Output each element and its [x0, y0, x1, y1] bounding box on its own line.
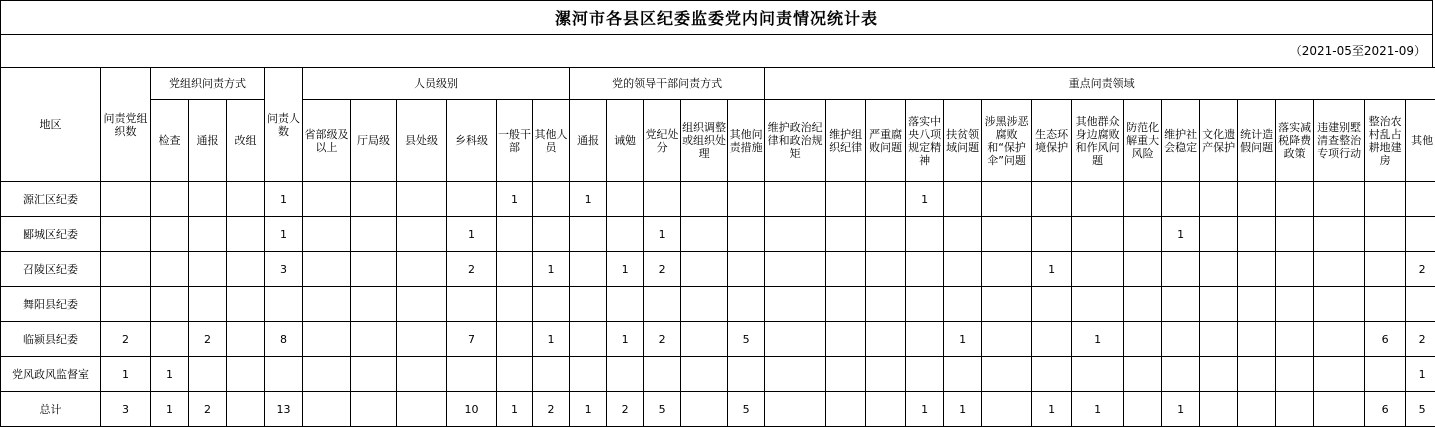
table-cell: [1072, 357, 1124, 392]
table-cell: [397, 392, 447, 427]
table-row: [1, 217, 1435, 252]
date-range: （2021-05至2021-09）: [1289, 44, 1426, 58]
table-cell: 1: [265, 182, 303, 217]
table-cell: [944, 252, 982, 287]
table-cell: [189, 182, 227, 217]
header-level: 乡科级: [447, 100, 497, 182]
table-cell: [397, 252, 447, 287]
table-cell: [1238, 182, 1276, 217]
table-cell: [497, 217, 533, 252]
table-cell: [151, 287, 189, 322]
table-cell: [303, 252, 351, 287]
table-cell: [1238, 287, 1276, 322]
header-area: 其他: [1406, 100, 1435, 182]
table-cell: [866, 392, 906, 427]
table-cell: [227, 322, 265, 357]
table-cell: [1124, 252, 1162, 287]
table-cell: [681, 217, 728, 252]
table-cell: [826, 217, 866, 252]
table-cell: [765, 287, 826, 322]
table-cell: [1032, 217, 1072, 252]
table-cell: 8: [265, 322, 303, 357]
table-row: [1, 322, 1435, 357]
table-cell: [1276, 252, 1314, 287]
table-cell: 1: [906, 182, 944, 217]
table-cell: [826, 322, 866, 357]
table-cell: 6: [1365, 392, 1406, 427]
table-cell: [1406, 217, 1435, 252]
row-region-name: 总计: [1, 392, 101, 427]
table-cell: [1365, 182, 1406, 217]
table-row: [1, 357, 1435, 392]
table-cell: [982, 392, 1032, 427]
table-cell: [1365, 357, 1406, 392]
table-row: [1, 252, 1435, 287]
table-cell: [397, 357, 447, 392]
table-cell: [1276, 287, 1314, 322]
header-region: 地区: [1, 68, 101, 182]
table-cell: 5: [1406, 392, 1435, 427]
table-cell: [151, 322, 189, 357]
table-cell: 2: [1406, 252, 1435, 287]
table-cell: 1: [1162, 217, 1200, 252]
table-cell: [265, 287, 303, 322]
table-cell: 10: [447, 392, 497, 427]
table-cell: 1: [944, 322, 982, 357]
table-cell: [497, 357, 533, 392]
header-org-method: 检查: [151, 100, 189, 182]
table-cell: [906, 252, 944, 287]
header-area: 生态环境保护: [1032, 100, 1072, 182]
header-level: 一般干部: [497, 100, 533, 182]
header-area: 维护组织纪律: [826, 100, 866, 182]
table-cell: 2: [607, 392, 644, 427]
table-cell: [1162, 182, 1200, 217]
header-level: 其他人员: [533, 100, 570, 182]
table-cell: [765, 322, 826, 357]
header-area: 统计造假问题: [1238, 100, 1276, 182]
table-cell: [982, 322, 1032, 357]
table-row: [1, 182, 1435, 217]
table-row: [1, 287, 1435, 322]
table-cell: [1072, 252, 1124, 287]
header-area: 违建别墅清查整治专项行动: [1314, 100, 1365, 182]
table-cell: 6: [1365, 322, 1406, 357]
table-cell: 3: [101, 392, 151, 427]
table-cell: [644, 357, 681, 392]
row-region-name: 党风政风监督室: [1, 357, 101, 392]
table-cell: [1032, 357, 1072, 392]
table-cell: 1: [447, 217, 497, 252]
table-cell: 1: [906, 392, 944, 427]
header-leader-method: 组织调整或组织处理: [681, 100, 728, 182]
table-cell: [189, 357, 227, 392]
row-region-name: 临颍县纪委: [1, 322, 101, 357]
header-leader-methods: 党的领导干部问责方式: [570, 68, 765, 100]
table-cell: [447, 287, 497, 322]
table-cell: [681, 357, 728, 392]
table-cell: [101, 252, 151, 287]
table-cell: [497, 252, 533, 287]
table-cell: [607, 357, 644, 392]
table-cell: [906, 357, 944, 392]
header-area: 防范化解重大风险: [1124, 100, 1162, 182]
table-cell: [607, 287, 644, 322]
table-cell: [1124, 287, 1162, 322]
table-cell: [1238, 357, 1276, 392]
table-cell: [681, 182, 728, 217]
header-level: 厅局级: [351, 100, 397, 182]
table-cell: [1365, 217, 1406, 252]
table-cell: [681, 322, 728, 357]
table-cell: [1200, 287, 1238, 322]
table-cell: [351, 217, 397, 252]
table-cell: [1032, 287, 1072, 322]
table-cell: [101, 287, 151, 322]
header-area: 维护政治纪律和政治规矩: [765, 100, 826, 182]
table-cell: [1162, 252, 1200, 287]
table-cell: 13: [265, 392, 303, 427]
table-cell: [728, 217, 765, 252]
table-cell: [765, 357, 826, 392]
header-area: 扶贫领域问题: [944, 100, 982, 182]
table-cell: [1200, 322, 1238, 357]
table-cell: [1124, 392, 1162, 427]
header-level: 省部级及以上: [303, 100, 351, 182]
header-org-method: 改组: [227, 100, 265, 182]
header-org-method: 通报: [189, 100, 227, 182]
table-cell: [728, 252, 765, 287]
table-cell: [151, 182, 189, 217]
header-area: 严重腐败问题: [866, 100, 906, 182]
table-cell: [570, 357, 607, 392]
table-cell: 1: [497, 182, 533, 217]
table-cell: [189, 252, 227, 287]
header-personnel-level: 人员级别: [303, 68, 570, 100]
table-cell: [944, 217, 982, 252]
table-cell: [982, 252, 1032, 287]
table-cell: 3: [265, 252, 303, 287]
table-cell: 1: [1072, 322, 1124, 357]
table-cell: [1314, 392, 1365, 427]
header-area: 其他群众身边腐败和作风问题: [1072, 100, 1124, 182]
table-cell: [303, 287, 351, 322]
table-cell: [533, 217, 570, 252]
table-cell: [982, 357, 1032, 392]
table-cell: 2: [533, 392, 570, 427]
statistics-table: [0, 67, 1435, 427]
table-cell: [826, 392, 866, 427]
table-cell: [728, 182, 765, 217]
table-cell: [1276, 357, 1314, 392]
table-cell: [1276, 182, 1314, 217]
table-cell: [570, 252, 607, 287]
table-cell: 1: [570, 392, 607, 427]
table-cell: [397, 322, 447, 357]
table-cell: 2: [447, 252, 497, 287]
header-area: 落实中央八项规定精神: [906, 100, 944, 182]
table-cell: [1314, 182, 1365, 217]
table-cell: [1314, 357, 1365, 392]
table-cell: 1: [1032, 392, 1072, 427]
header-key-areas: 重点问责领域: [765, 68, 1435, 100]
table-cell: [303, 322, 351, 357]
table-row: [1, 392, 1435, 427]
table-cell: 1: [533, 322, 570, 357]
table-cell: [866, 217, 906, 252]
header-level: 县处级: [397, 100, 447, 182]
table-cell: [1238, 322, 1276, 357]
header-leader-method: 党纪处分: [644, 100, 681, 182]
header-leader-method: 通报: [570, 100, 607, 182]
header-area: 整治农村乱占耕地建房: [1365, 100, 1406, 182]
table-cell: [982, 217, 1032, 252]
table-cell: 2: [101, 322, 151, 357]
table-cell: 1: [497, 392, 533, 427]
table-cell: [982, 287, 1032, 322]
header-org-count: 问责党组织数: [101, 68, 151, 182]
table-cell: 5: [728, 392, 765, 427]
table-cell: 2: [644, 322, 681, 357]
header-leader-method: 其他问责措施: [728, 100, 765, 182]
table-cell: [1238, 252, 1276, 287]
table-cell: [1200, 182, 1238, 217]
table-cell: [1072, 287, 1124, 322]
table-cell: [303, 217, 351, 252]
table-cell: [1200, 217, 1238, 252]
table-title: 漯河市各县区纪委监委党内问责情况统计表: [0, 0, 1433, 35]
table-cell: [533, 357, 570, 392]
table-cell: [570, 322, 607, 357]
table-cell: [1032, 182, 1072, 217]
table-cell: [1124, 182, 1162, 217]
table-cell: 1: [607, 252, 644, 287]
table-cell: [351, 357, 397, 392]
table-cell: [351, 182, 397, 217]
table-cell: [826, 182, 866, 217]
row-region-name: 召陵区纪委: [1, 252, 101, 287]
table-cell: [1200, 357, 1238, 392]
row-region-name: 舞阳县纪委: [1, 287, 101, 322]
table-cell: 1: [265, 217, 303, 252]
table-cell: [1276, 322, 1314, 357]
table-cell: [607, 217, 644, 252]
table-cell: [1406, 287, 1435, 322]
table-cell: [1238, 217, 1276, 252]
table-cell: [681, 287, 728, 322]
table-cell: [765, 392, 826, 427]
table-cell: [644, 287, 681, 322]
table-cell: [447, 182, 497, 217]
table-cell: [303, 357, 351, 392]
header-people-count: 问责人数: [265, 68, 303, 182]
table-cell: [826, 287, 866, 322]
table-cell: [728, 287, 765, 322]
header-org-methods: 党组织问责方式: [151, 68, 265, 100]
table-cell: [397, 287, 447, 322]
table-cell: [1162, 322, 1200, 357]
table-cell: [1365, 252, 1406, 287]
table-cell: 1: [1406, 357, 1435, 392]
row-region-name: 郾城区纪委: [1, 217, 101, 252]
table-cell: 1: [607, 322, 644, 357]
date-row: [0, 35, 1433, 67]
table-cell: 1: [151, 392, 189, 427]
table-cell: [1238, 392, 1276, 427]
table-cell: 1: [1072, 392, 1124, 427]
table-cell: [1162, 357, 1200, 392]
table-cell: [681, 392, 728, 427]
table-cell: [351, 287, 397, 322]
table-cell: [227, 392, 265, 427]
table-cell: [644, 182, 681, 217]
table-cell: [1124, 217, 1162, 252]
table-cell: [447, 357, 497, 392]
table-cell: [1314, 217, 1365, 252]
table-cell: [151, 217, 189, 252]
table-cell: [1314, 252, 1365, 287]
table-cell: 2: [189, 392, 227, 427]
table-cell: [728, 357, 765, 392]
header-area: 维护社会稳定: [1162, 100, 1200, 182]
table-cell: [1276, 392, 1314, 427]
table-cell: [1365, 287, 1406, 322]
table-cell: [570, 287, 607, 322]
header-area: 落实减税降费政策: [1276, 100, 1314, 182]
table-cell: 1: [101, 357, 151, 392]
table-cell: [944, 357, 982, 392]
table-cell: [765, 217, 826, 252]
table-cell: [866, 287, 906, 322]
table-cell: 2: [1406, 322, 1435, 357]
table-cell: [189, 287, 227, 322]
table-cell: [101, 217, 151, 252]
table-cell: [906, 287, 944, 322]
table-cell: 2: [189, 322, 227, 357]
table-cell: [906, 217, 944, 252]
table-cell: 2: [644, 252, 681, 287]
table-cell: [1200, 392, 1238, 427]
table-cell: [1276, 217, 1314, 252]
table-cell: 1: [944, 392, 982, 427]
table-cell: [1406, 182, 1435, 217]
table-cell: [1072, 182, 1124, 217]
table-cell: [351, 322, 397, 357]
table-cell: [497, 287, 533, 322]
table-cell: [101, 182, 151, 217]
table-cell: [397, 182, 447, 217]
table-cell: [303, 392, 351, 427]
table-cell: 1: [1162, 392, 1200, 427]
table-cell: [497, 322, 533, 357]
table-cell: [866, 182, 906, 217]
table-cell: [826, 357, 866, 392]
table-cell: [227, 182, 265, 217]
table-cell: 1: [151, 357, 189, 392]
header-area: 涉黑涉恶腐败和“保护伞”问题: [982, 100, 1032, 182]
table-cell: [944, 182, 982, 217]
table-cell: [1072, 217, 1124, 252]
table-cell: [607, 182, 644, 217]
table-cell: [1314, 287, 1365, 322]
table-cell: [351, 392, 397, 427]
header-leader-method: 诫勉: [607, 100, 644, 182]
table-cell: [1124, 322, 1162, 357]
table-cell: [866, 357, 906, 392]
table-cell: 1: [644, 217, 681, 252]
table-cell: [570, 217, 607, 252]
table-cell: [303, 182, 351, 217]
table-cell: [1314, 322, 1365, 357]
table-cell: [681, 252, 728, 287]
table-cell: [1162, 287, 1200, 322]
table-cell: [765, 252, 826, 287]
table-cell: [227, 217, 265, 252]
header-area: 文化遗产保护: [1200, 100, 1238, 182]
table-cell: [397, 217, 447, 252]
table-cell: [189, 217, 227, 252]
table-cell: [533, 287, 570, 322]
table-cell: [151, 252, 189, 287]
table-cell: [1032, 322, 1072, 357]
row-region-name: 源汇区纪委: [1, 182, 101, 217]
table-cell: [351, 252, 397, 287]
table-cell: [1124, 357, 1162, 392]
table-cell: [866, 252, 906, 287]
table-cell: [265, 357, 303, 392]
table-cell: [765, 182, 826, 217]
table-cell: [826, 252, 866, 287]
table-cell: [944, 287, 982, 322]
table-cell: [1200, 252, 1238, 287]
table-cell: 5: [644, 392, 681, 427]
table-cell: [227, 287, 265, 322]
table-cell: 7: [447, 322, 497, 357]
table-cell: 1: [570, 182, 607, 217]
table-cell: [533, 182, 570, 217]
table-cell: 1: [1032, 252, 1072, 287]
table-cell: [227, 252, 265, 287]
table-cell: 1: [533, 252, 570, 287]
table-cell: 5: [728, 322, 765, 357]
table-cell: [227, 357, 265, 392]
table-cell: [906, 322, 944, 357]
table-cell: [982, 182, 1032, 217]
table-cell: [866, 322, 906, 357]
